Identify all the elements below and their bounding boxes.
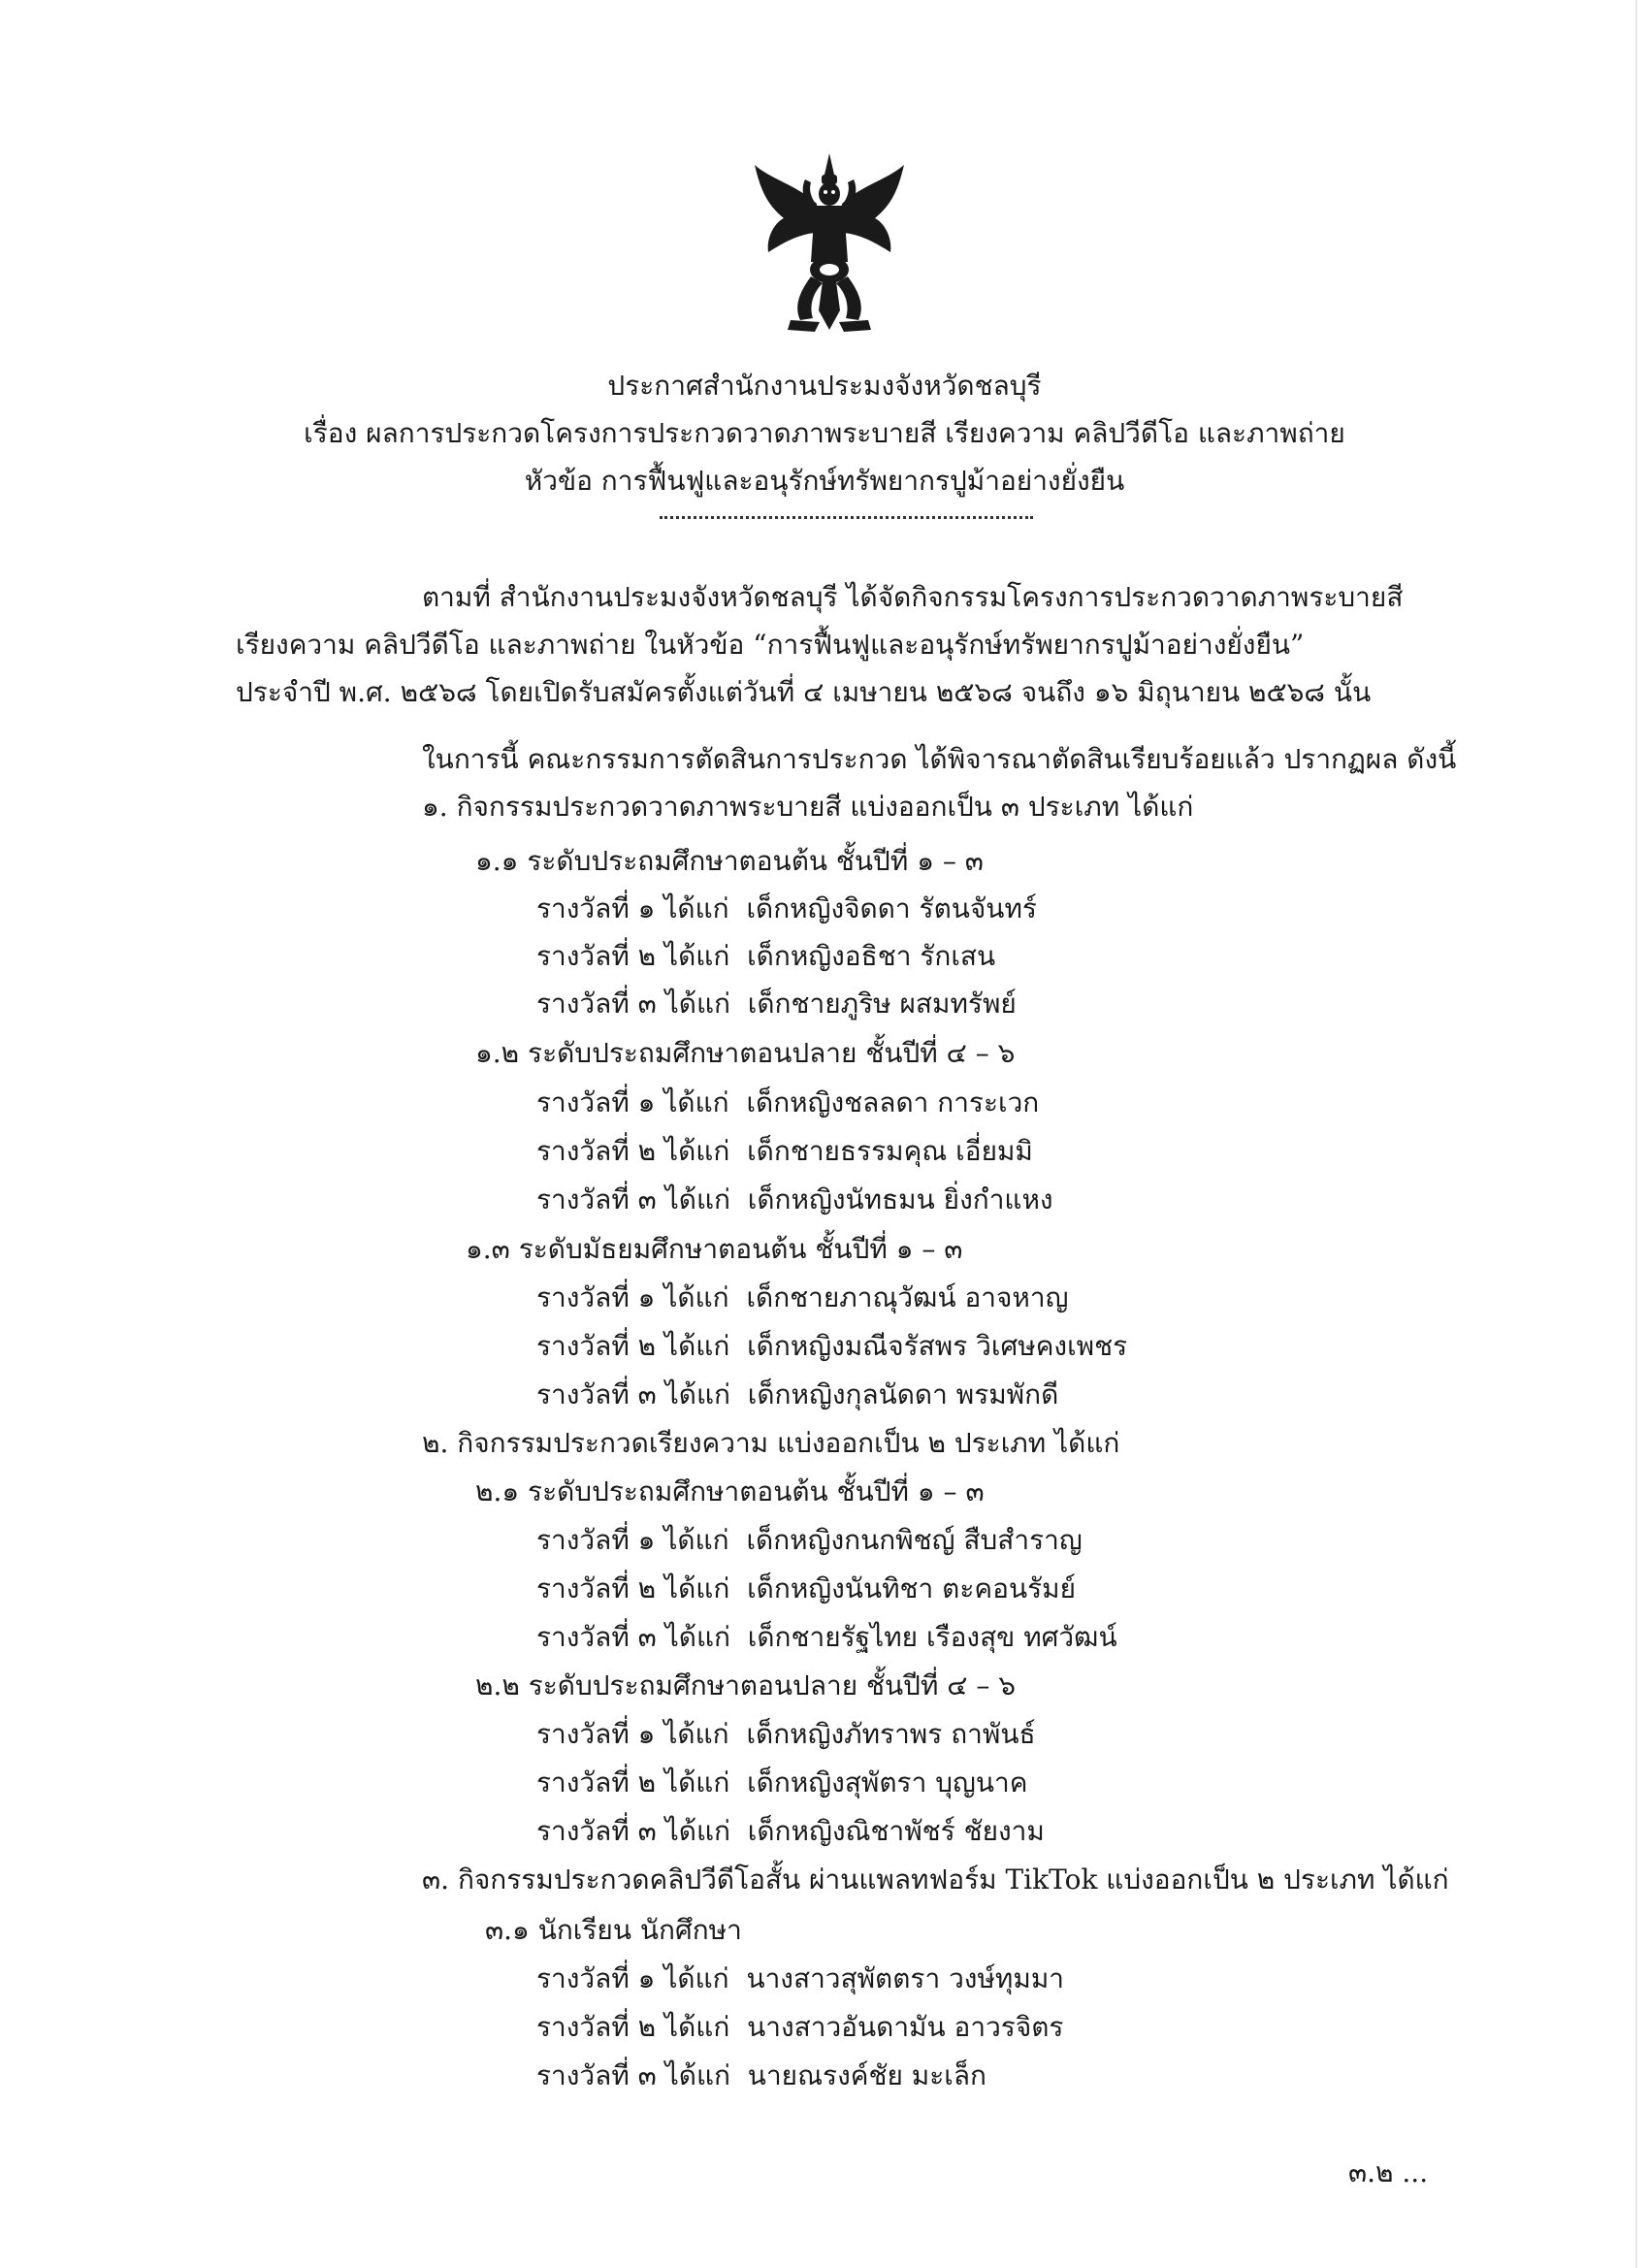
subsection-heading: ๑.๒ ระดับประถมศึกษาตอนปลาย ชั้นปีที่ ๔ – ๖ [475,1037,1016,1069]
award-label: รางวัลที่ ๑ ได้แก่ [536,1524,729,1556]
award-label: รางวัลที่ ๑ ได้แก่ [536,1718,729,1750]
intro-paragraph-line-1: ตามที่ สำนักงานประมงจังหวัดชลบุรี ได้จัดกิจกรรมโครงการประกวดวาดภาพระบายสี [422,581,1404,613]
award-label: รางวัลที่ ๑ ได้แก่ [536,1086,729,1118]
award-row [536,1570,1076,1608]
award-label: รางวัลที่ ๒ ได้แก่ [536,1330,730,1362]
announcement-title: ประกาศสำนักงานประมงจังหวัดชลบุรี [607,370,1042,402]
award-winner: เด็กหญิงกุลนัดดา พรมพักดี [747,1378,1059,1410]
award-row [536,2008,1063,2047]
award-label: รางวัลที่ ๑ ได้แก่ [536,1962,729,1994]
award-row [536,1764,1027,1802]
award-label: รางวัลที่ ๓ ได้แก่ [536,2059,730,2091]
award-winner: เด็กชายธรรมคุณ เอี่ยมมิ [747,1135,1033,1167]
intro-paragraph-2: ในการนี้ คณะกรรมการตัดสินการประกวด ได้พิจารณาตัดสินเรียบร้อยแล้ว ปรากฏผล ดังนี้ [422,743,1457,775]
award-row [536,1279,1068,1317]
award-winner: เด็กหญิงกนกพิชญ์ สืบสำราญ [746,1524,1083,1556]
award-winner: นายณรงค์ชัย มะเล็ก [747,2059,986,2091]
award-row [536,1181,1053,1219]
section-heading: ๑. กิจกรรมประกวดวาดภาพระบายสี แบ่งออกเป็น ๓ ประเภท ได้แก่ [422,791,1194,823]
award-label: รางวัลที่ ๑ ได้แก่ [536,892,729,924]
award-winner: เด็กหญิงอธิชา รักเสน [747,940,996,972]
intro-paragraph-line-2: เรียงความ คลิปวีดีโอ และภาพถ่าย ในหัวข้อ “การฟื้นฟูและอนุรักษ์ทรัพยากรปูม้าอย่างยั่งยืน” [236,629,1305,661]
dotted-divider [660,516,1033,519]
section-heading: ๒. กิจกรรมประกวดเรียงความ แบ่งออกเป็น ๒ ประเภท ได้แก่ [422,1427,1120,1459]
award-winner: เด็กหญิงนัทธมน ยิ่งกำแหง [747,1183,1053,1215]
subsection-heading: ๑.๑ ระดับประถมศึกษาตอนต้น ชั้นปีที่ ๑ – ๓ [475,845,984,877]
subsection-heading: ๓.๑ นักเรียน นักศึกษา [485,1914,742,1946]
award-winner: เด็กหญิงณิชาพัชร์ ชัยงาม [747,1815,1045,1847]
award-label: รางวัลที่ ๓ ได้แก่ [536,1815,730,1847]
award-winner: นางสาวอันดามัน อาวรจิตร [747,2011,1064,2043]
award-winner: เด็กชายภาณุวัฒน์ อาจหาญ [746,1281,1069,1313]
award-label: รางวัลที่ ๑ ได้แก่ [536,1281,729,1313]
announcement-subject: เรื่อง ผลการประกวดโครงการประกวดวาดภาพระบายสี เรียงความ คลิปวีดีโอ และภาพถ่าย [304,417,1345,449]
award-winner: เด็กหญิงสุพัตรา บุญนาค [747,1766,1028,1798]
award-row [536,2057,986,2095]
award-winner: เด็กชายภูริษ ผสมทรัพย์ [747,988,1017,1020]
scan-edge [1635,0,1637,2268]
award-label: รางวัลที่ ๒ ได้แก่ [536,1766,730,1798]
award-row [536,937,995,976]
garuda-emblem-icon [747,146,912,340]
subsection-heading: ๑.๓ ระดับมัธยมศึกษาตอนต้น ชั้นปีที่ ๑ – ๓ [466,1233,963,1265]
section-heading: ๓. กิจกรรมประกวดคลิปวีดีโอสั้น ผ่านแพลทฟอร์ม TikTok แบ่งออกเป็น ๒ ประเภท ได้แก่ [422,1863,1449,1895]
award-winner: เด็กหญิงจิดดา รัตนจันทร์ [746,892,1037,924]
award-label: รางวัลที่ ๒ ได้แก่ [536,2011,730,2043]
subsection-heading: ๒.๑ ระดับประถมศึกษาตอนต้น ชั้นปีที่ ๑ – ๓ [475,1475,985,1507]
award-winner: เด็กหญิงนันทิชา ตะคอนรัมย์ [747,1572,1076,1604]
award-row [536,1327,1127,1366]
page-continuation: ๓.๒ ... [1348,2156,1429,2188]
award-label: รางวัลที่ ๒ ได้แก่ [536,940,730,972]
award-label: รางวัลที่ ๒ ได้แก่ [536,1572,730,1604]
award-row [536,1521,1083,1560]
award-row [536,890,1037,928]
award-label: รางวัลที่ ๓ ได้แก่ [536,1378,730,1410]
award-winner: เด็กชายรัฐไทย เรืองสุข ทศวัฒน์ [747,1621,1117,1653]
intro-paragraph-line-3: ประจำปี พ.ศ. ๒๕๖๘ โดยเปิดรับสมัครตั้งแต่วันที่ ๔ เมษายน ๒๕๖๘ จนถึง ๑๖ มิถุนายน ๒๕๖๘ นั้น [236,676,1372,708]
award-winner: เด็กหญิงชลลดา การะเวก [746,1086,1040,1118]
award-row [536,1618,1117,1657]
award-winner: เด็กหญิงมณีจรัสพร วิเศษคงเพชร [747,1330,1128,1362]
subsection-heading: ๒.๒ ระดับประถมศึกษาตอนปลาย ชั้นปีที่ ๔ – ๖ [475,1669,1017,1701]
award-label: รางวัลที่ ๒ ได้แก่ [536,1135,730,1167]
award-row [536,1812,1045,1851]
award-row [536,1960,1064,1998]
award-row [536,985,1017,1023]
award-row [536,1376,1058,1414]
award-label: รางวัลที่ ๓ ได้แก่ [536,1183,730,1215]
award-row [536,1132,1033,1171]
award-label: รางวัลที่ ๓ ได้แก่ [536,988,730,1020]
award-winner: นางสาวสุพัตตรา วงษ์ทุมมา [746,1962,1065,1994]
award-row [536,1715,1036,1754]
award-row [536,1084,1039,1122]
announcement-topic: หัวข้อ การฟื้นฟูและอนุรักษ์ทรัพยากรปูม้าอย่างยั่งยืน [524,465,1125,497]
award-label: รางวัลที่ ๓ ได้แก่ [536,1621,730,1653]
award-winner: เด็กหญิงภัทราพร ถาพันธ์ [746,1718,1036,1750]
